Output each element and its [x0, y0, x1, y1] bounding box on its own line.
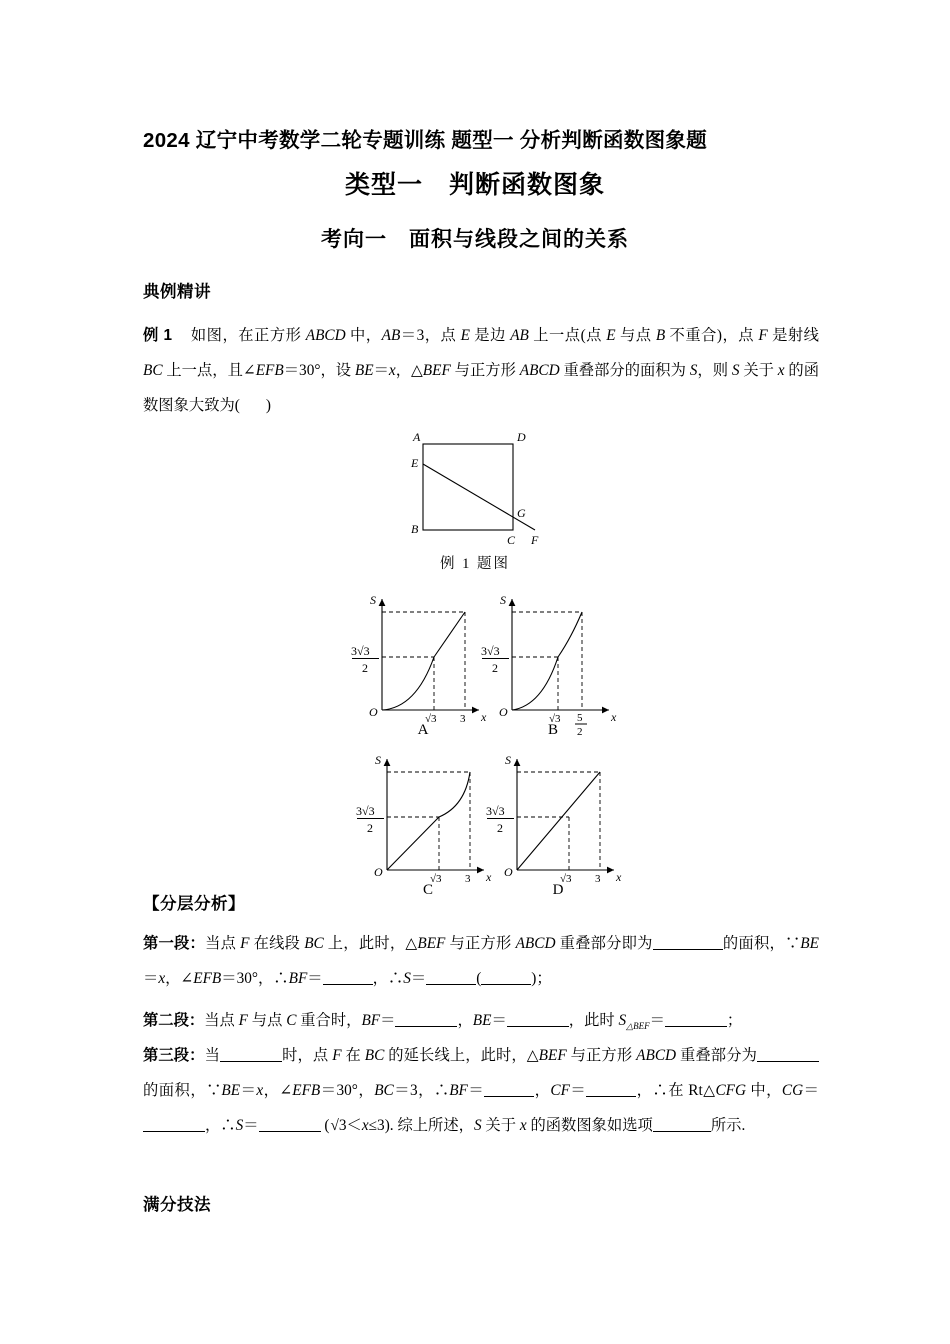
- blank-field[interactable]: [481, 969, 531, 985]
- analysis-segment-1: 第一段：当点 F 在线段 BC 上，此时，△BEF 与正方形 ABCD 重叠部分即为 的面积，∵BE＝x，∠EFB＝30°，∴BF＝ ，∴S＝ ( )；: [143, 935, 819, 987]
- blank-field[interactable]: [395, 1011, 457, 1027]
- option-d-ylabel: S: [505, 753, 511, 767]
- blank-field[interactable]: [586, 1081, 636, 1097]
- option-a-xlabel: x: [481, 710, 487, 724]
- option-graph-b: [478, 588, 628, 743]
- option-b-xtick-den: 2: [577, 726, 583, 738]
- section-heading-dianli: 典例精讲: [143, 283, 211, 301]
- analysis-segment-3-label: 第三段：: [143, 1047, 205, 1064]
- option-c-origin: O: [374, 865, 383, 879]
- option-a-origin: O: [369, 705, 378, 719]
- option-b-ytick-denominator: 2: [492, 661, 498, 675]
- example-label: 例 1: [143, 327, 173, 344]
- blank-field[interactable]: [220, 1046, 282, 1062]
- figure-label-G: G: [517, 506, 526, 520]
- blank-field[interactable]: [259, 1116, 321, 1132]
- option-c-ytick-numerator: 3√3: [356, 804, 375, 818]
- figure-label-F: F: [531, 533, 539, 547]
- option-a-ytick-denominator: 2: [362, 661, 368, 675]
- blank-field[interactable]: [426, 969, 476, 985]
- blank-field[interactable]: [484, 1081, 534, 1097]
- option-c-letter: C: [422, 882, 433, 898]
- option-a-ytick-numerator: 3√3: [351, 644, 370, 658]
- blank-field[interactable]: [653, 1116, 711, 1132]
- figure-label-A: A: [413, 430, 421, 444]
- analysis-segment-2: 第二段：当点 F 与点 C 重合时，BF＝ ，BE＝ ，此时 $S_{\triangle BEF}=$ ；: [143, 1012, 743, 1032]
- option-a-letter: A: [417, 722, 429, 738]
- option-graph-a: [348, 588, 498, 743]
- option-b-ylabel: S: [500, 593, 506, 607]
- figure-caption: 例 1 题图: [440, 556, 510, 572]
- option-a-xtick-3: 3: [460, 713, 466, 725]
- option-d-xtick-sqrt3: √3: [560, 873, 572, 885]
- option-b-svg: [478, 588, 628, 738]
- option-c-xtick-3: 3: [465, 873, 471, 885]
- figure-label-D: D: [517, 430, 526, 444]
- option-d-origin: O: [504, 865, 513, 879]
- option-b-ytick-numerator: 3√3: [481, 644, 500, 658]
- option-c-ylabel: S: [375, 753, 381, 767]
- option-a-xtick-sqrt3: √3: [425, 713, 437, 725]
- figure-label-E: E: [411, 456, 419, 470]
- figure-label-C: C: [507, 533, 516, 547]
- option-c-xlabel: x: [486, 870, 492, 884]
- blank-field[interactable]: [757, 1046, 819, 1062]
- option-c-xtick-sqrt3: √3: [430, 873, 442, 885]
- section-heading-fenceng: 【分层分析】: [143, 895, 245, 913]
- figure-label-B: B: [411, 522, 419, 536]
- option-graph-c: [353, 748, 503, 903]
- option-d-xtick-3: 3: [595, 873, 601, 885]
- option-graph-d: [483, 748, 633, 903]
- type-heading: 类型一 判断函数图象: [344, 171, 605, 199]
- blank-field[interactable]: [323, 969, 373, 985]
- option-d-ytick-denominator: 2: [497, 821, 503, 835]
- blank-field[interactable]: [665, 1011, 727, 1027]
- blank-field[interactable]: [143, 1116, 205, 1132]
- option-a-svg: [348, 588, 498, 728]
- option-b-xtick-num: 5: [577, 712, 583, 724]
- option-d-ytick-numerator: 3√3: [486, 804, 505, 818]
- page-title: 2024 辽宁中考数学二轮专题训练 题型一 分析判断函数图象题: [143, 129, 707, 152]
- option-b-xtick-sqrt3: √3: [549, 713, 561, 725]
- option-b-letter: B: [547, 722, 558, 738]
- analysis-segment-3: 第三段：当 时，点 F 在 BC 的延长线上，此时，△BEF 与正方形 ABCD 重叠部分为的面积，∵BE＝x，∠EFB＝30°，BC＝3，∴BF＝ ，CF＝ ，∴在 Rt△CFG 中，CG＝，∴S＝ ( √ 3＜x≤3). 综上所述，S 关于 x 的函数图象如选项 所示.: [143, 1038, 819, 1143]
- option-c-svg: [353, 748, 503, 888]
- option-b-xlabel: x: [611, 710, 617, 724]
- section-heading-manfen: 满分技法: [143, 1196, 211, 1214]
- option-d-xlabel: x: [616, 870, 622, 884]
- blank-field[interactable]: [653, 934, 723, 950]
- example-1-statement: 例 1 如图，在正方形 ABCD 中，AB＝3，点 E 是边 AB 上一点(点 E 与点 B 不重合)，点 F 是射线 BC 上一点，且∠EFB＝30°，设 BE＝x，△BEF 与正方形 ABCD 重叠部分的面积为 S，则 S 关于 x 的函数图象大致为( ): [143, 327, 819, 414]
- option-c-ytick-denominator: 2: [367, 821, 373, 835]
- option-d-letter: D: [552, 882, 564, 898]
- option-d-svg: [483, 748, 633, 888]
- example-1-figure: [395, 428, 565, 546]
- blank-field[interactable]: [507, 1011, 569, 1027]
- option-b-origin: O: [499, 705, 508, 719]
- analysis-segment-1-label: 第一段：: [143, 935, 206, 952]
- analysis-segment-2-label: 第二段：: [143, 1012, 205, 1029]
- kaoxiang-heading: 考向一 面积与线段之间的关系: [321, 228, 629, 251]
- option-a-ylabel: S: [370, 593, 376, 607]
